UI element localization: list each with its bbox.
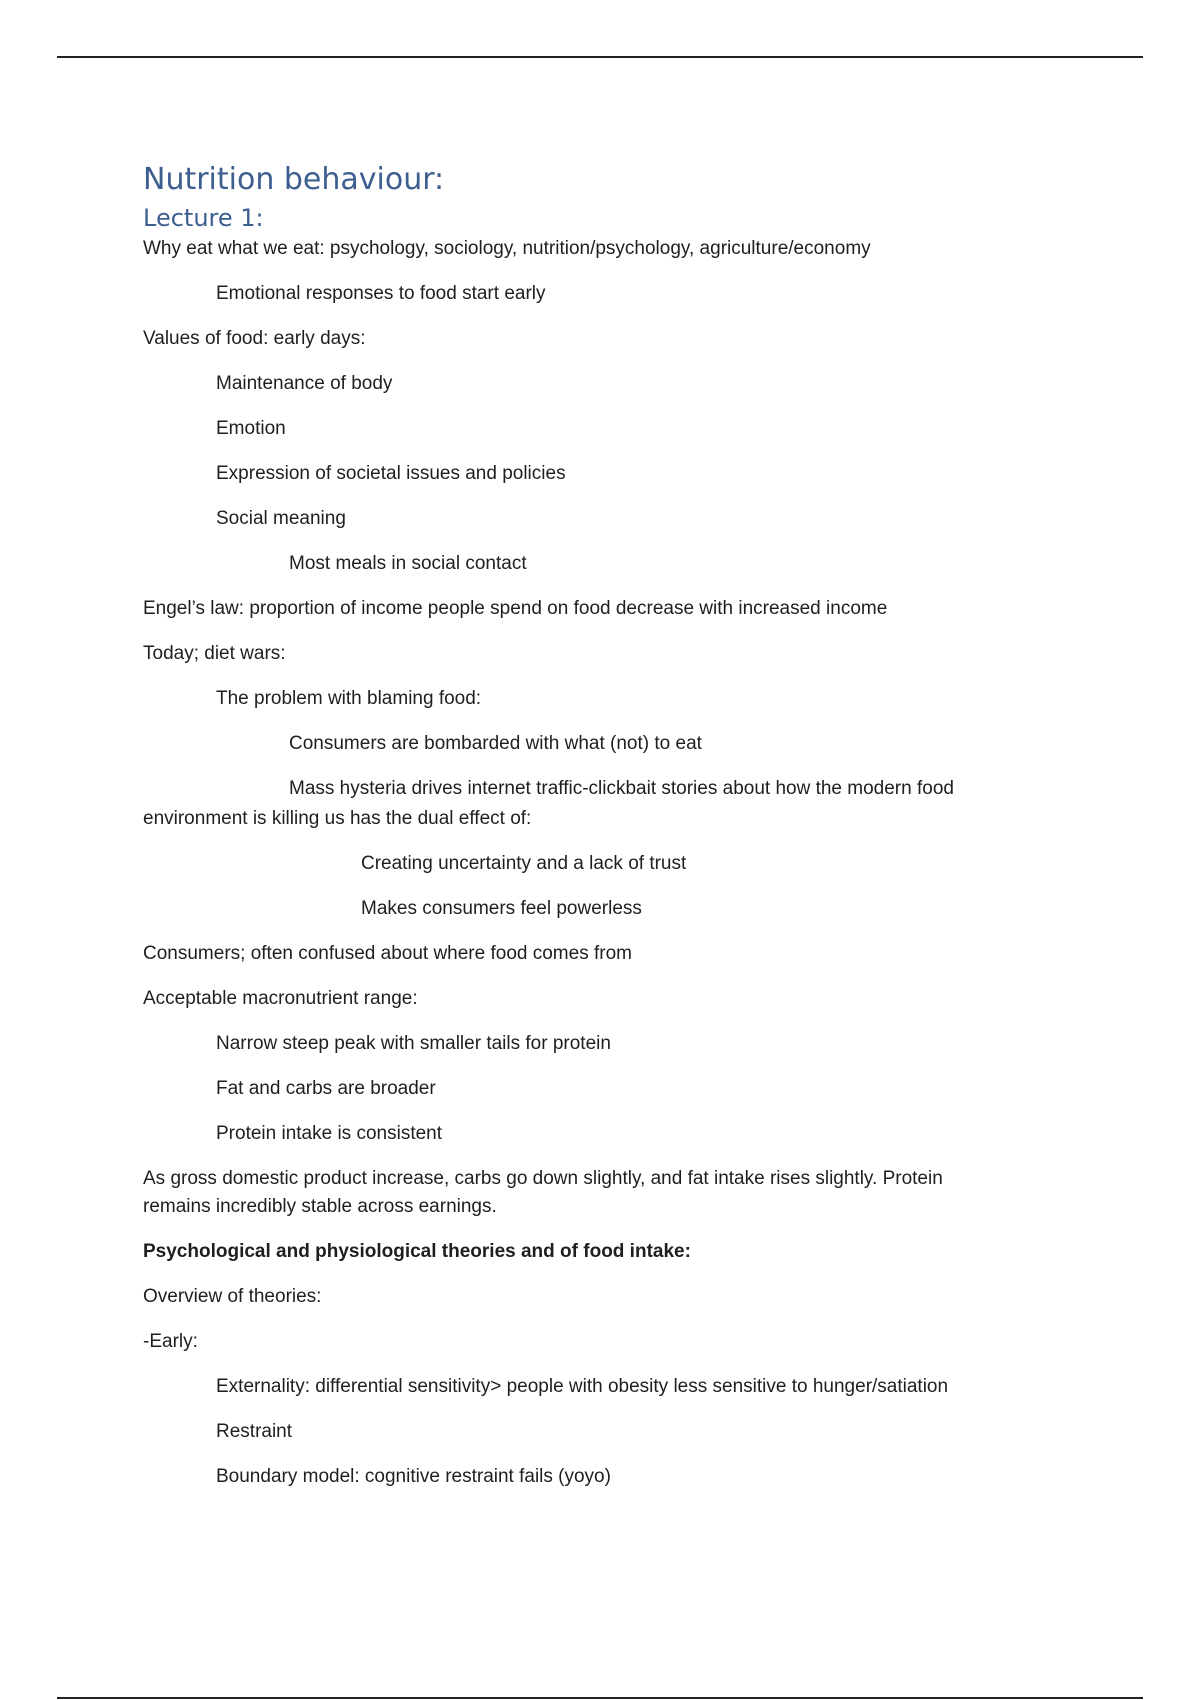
paragraph: Emotion (216, 418, 286, 439)
paragraph: Makes consumers feel powerless (361, 898, 642, 919)
paragraph: remains incredibly stable across earnings. (143, 1196, 497, 1217)
paragraph: Mass hysteria drives internet traffic-clickbait stories about how the modern food (289, 778, 954, 799)
paragraph: As gross domestic product increase, carbs go down slightly, and fat intake rises slightly. Protein (143, 1168, 943, 1189)
paragraph: Engel’s law: proportion of income people spend on food decrease with increased income (143, 598, 888, 619)
document-body (143, 162, 1043, 1491)
paragraph: Expression of societal issues and policies (216, 463, 566, 484)
paragraph: Why eat what we eat: psychology, sociology, nutrition/psychology, agriculture/economy (143, 238, 871, 259)
paragraph: Creating uncertainty and a lack of trust (361, 853, 687, 874)
footer-rule (57, 1697, 1143, 1699)
paragraph: Protein intake is consistent (216, 1123, 443, 1144)
paragraph: Values of food: early days: (143, 328, 366, 349)
paragraph: Fat and carbs are broader (216, 1078, 436, 1099)
paragraph: Restraint (216, 1421, 293, 1442)
paragraph: Emotional responses to food start early (216, 283, 546, 304)
paragraph: -Early: (143, 1331, 198, 1352)
paragraph: Boundary model: cognitive restraint fails (yoyo) (216, 1466, 611, 1487)
paragraph: environment is killing us has the dual effect of: (143, 808, 532, 829)
paragraph: Narrow steep peak with smaller tails for protein (216, 1033, 611, 1054)
paragraph: Maintenance of body (216, 373, 393, 394)
section-heading: Psychological and physiological theories and of food intake: (143, 1241, 691, 1262)
paragraph: Overview of theories: (143, 1286, 322, 1307)
paragraph: Social meaning (216, 508, 346, 529)
paragraph: Consumers are bombarded with what (not) to eat (289, 733, 702, 754)
paragraph: Acceptable macronutrient range: (143, 988, 418, 1009)
lecture-heading: Lecture 1: (143, 204, 264, 232)
paragraph: Externality: differential sensitivity> people with obesity less sensitive to hunger/satiation (216, 1376, 949, 1397)
document-title: Nutrition behaviour: (143, 162, 445, 197)
header-rule (57, 56, 1143, 58)
paragraph: Consumers; often confused about where food comes from (143, 943, 632, 964)
paragraph: The problem with blaming food: (216, 688, 482, 709)
paragraph: Today; diet wars: (143, 643, 286, 664)
paragraph: Most meals in social contact (289, 553, 527, 574)
